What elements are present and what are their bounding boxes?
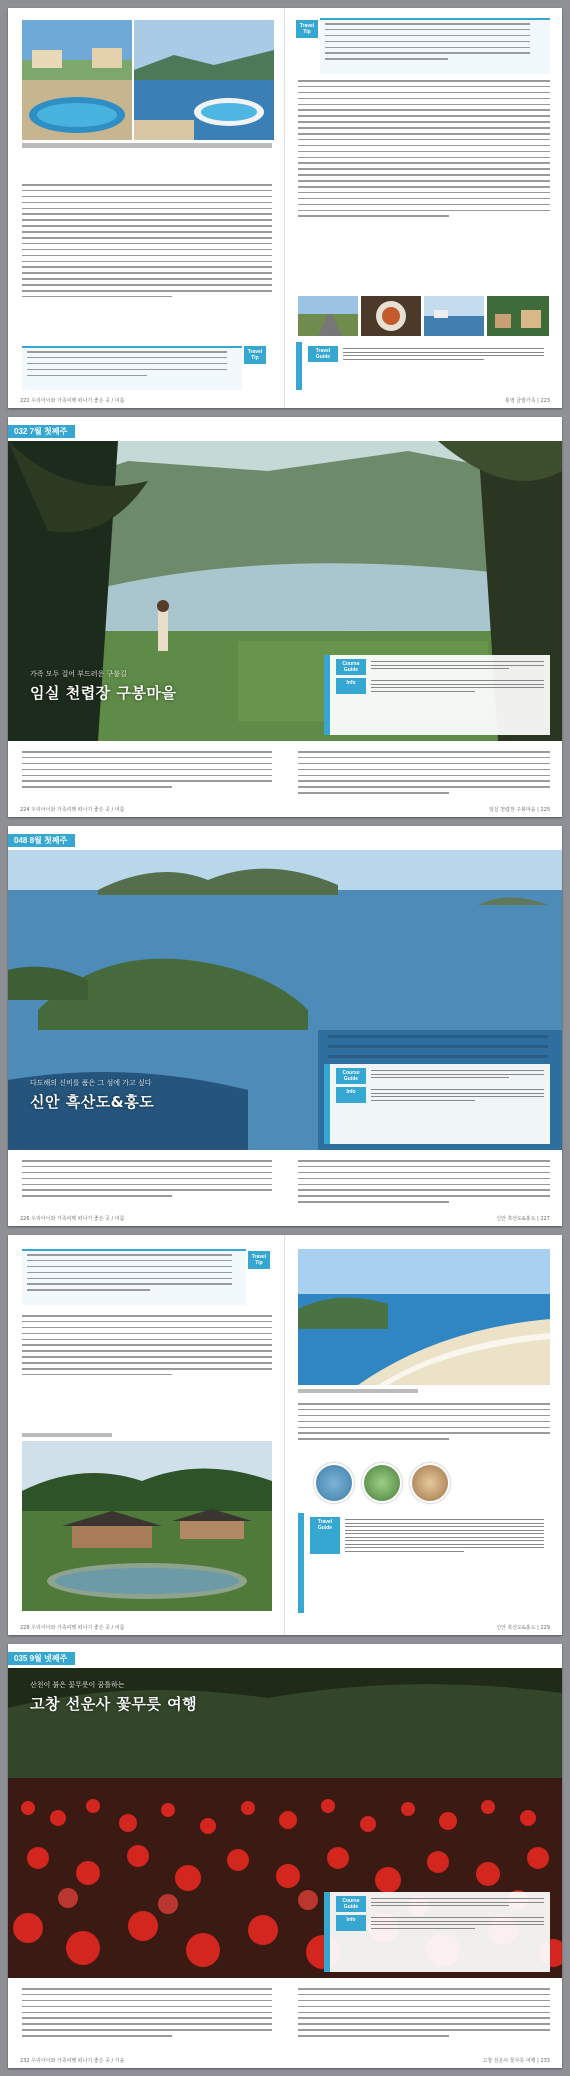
spread-page-1 (8, 8, 562, 408)
photo-caption (22, 143, 272, 148)
info-label: Info (336, 1915, 366, 1931)
hero-subtitle: 산천이 붉은 꽃무릇이 꿈틀하는 (30, 1681, 125, 1689)
body-text-left (22, 751, 272, 792)
photo-village (487, 296, 549, 336)
photo-circle-1 (314, 1463, 354, 1503)
photo-caption-left (22, 1433, 112, 1437)
travel-tip-tag-right: Travel Tip (296, 20, 318, 38)
hero-title-block (30, 1680, 197, 1714)
photo-road (298, 296, 358, 336)
travel-tip-tag-left: Travel Tip (244, 346, 266, 364)
body-text-right (298, 1160, 550, 1207)
course-guide-label: Course Guide (336, 659, 366, 675)
travel-guide-label: Travel Guide (310, 1517, 340, 1554)
folio-right: 고창 선운사 꽃무릇 여행 | 233 (482, 2058, 550, 2064)
travel-tip-box (22, 1249, 246, 1305)
travel-tip-tag: Travel Tip (248, 1251, 270, 1269)
photo-temple-garden (22, 1441, 272, 1611)
photo-circle-3 (410, 1463, 450, 1503)
travel-guide-label: Travel Guide (308, 346, 338, 362)
travel-tip-box-left (22, 346, 242, 390)
body-text-left (22, 1988, 272, 2041)
hero-title-block (30, 669, 176, 703)
spread-page-3 (8, 826, 562, 1226)
folio-right: 신안 흑산도&홍도 | 229 (496, 1625, 550, 1631)
spine-divider (284, 1235, 285, 1635)
info-label: Info (336, 678, 366, 694)
spread-page-4 (8, 1235, 562, 1635)
photo-caption-right (298, 1389, 418, 1393)
hero-title-block (30, 1078, 154, 1112)
photo-harbor (424, 296, 484, 336)
folio-left: 226 우리아이와 가족여행 떠나기 좋은 곳 / 여름 (20, 1216, 125, 1222)
body-text-left (22, 184, 272, 302)
photo-food (361, 296, 421, 336)
folio-right: 신안 흑산도&홍도 | 227 (496, 1216, 550, 1222)
chapter-tag: 035 9월 넷째주 (8, 1652, 75, 1665)
spread-page-2 (8, 417, 562, 817)
hero-subtitle: 가족 모두 걸어 부드러운 구불길 (30, 670, 127, 678)
folio-left: 222 우리아이와 가족여행 떠나기 좋은 곳 / 여름 (20, 398, 125, 404)
hero-subtitle: 다도해의 신비를 품은 그 섬에 가고 싶다 (30, 1079, 152, 1087)
hero-title: 임실 천렵장 구봉마을 (30, 684, 177, 702)
course-guide-label: Course Guide (336, 1068, 366, 1084)
folio-left: 232 우리아이와 가족여행 떠나기 좋은 곳 / 가을 (20, 2058, 125, 2064)
folio-left: 224 우리아이와 가족여행 떠나기 좋은 곳 / 여름 (20, 807, 125, 813)
course-guide-box (324, 1892, 550, 1972)
body-text-right (298, 1403, 550, 1444)
course-guide-box (324, 655, 550, 735)
travel-guide-box (298, 1513, 550, 1613)
chapter-tag: 048 8월 첫째주 (8, 834, 75, 847)
body-text-left (22, 1315, 272, 1380)
course-guide-box (324, 1064, 550, 1144)
spine-divider (284, 8, 285, 408)
body-text-right (298, 751, 550, 798)
resort-photo-pool (22, 20, 132, 140)
travel-guide-box (296, 342, 550, 390)
hero-title: 고창 선운사 꽃무릇 여행 (30, 1695, 198, 1713)
photo-circle-2 (362, 1463, 402, 1503)
travel-tip-box-right (320, 18, 550, 74)
course-guide-label: Course Guide (336, 1896, 366, 1912)
spread-page-5 (8, 1644, 562, 2068)
folio-right: 임실 천렵장 구봉마을 | 225 (488, 807, 550, 813)
body-text-left (22, 1160, 272, 1201)
folio-left: 228 우리아이와 가족여행 떠나기 좋은 곳 / 여름 (20, 1625, 125, 1631)
body-text-right (298, 1988, 550, 2041)
body-text-right (298, 80, 550, 221)
folio-right: 통영 금발가족 | 223 (505, 398, 550, 404)
resort-photo-coast (134, 20, 274, 140)
hero-title: 신안 흑산도&홍도 (30, 1093, 155, 1111)
chapter-tag: 032 7월 첫째주 (8, 425, 75, 438)
info-label: Info (336, 1087, 366, 1103)
photo-beach (298, 1249, 550, 1385)
